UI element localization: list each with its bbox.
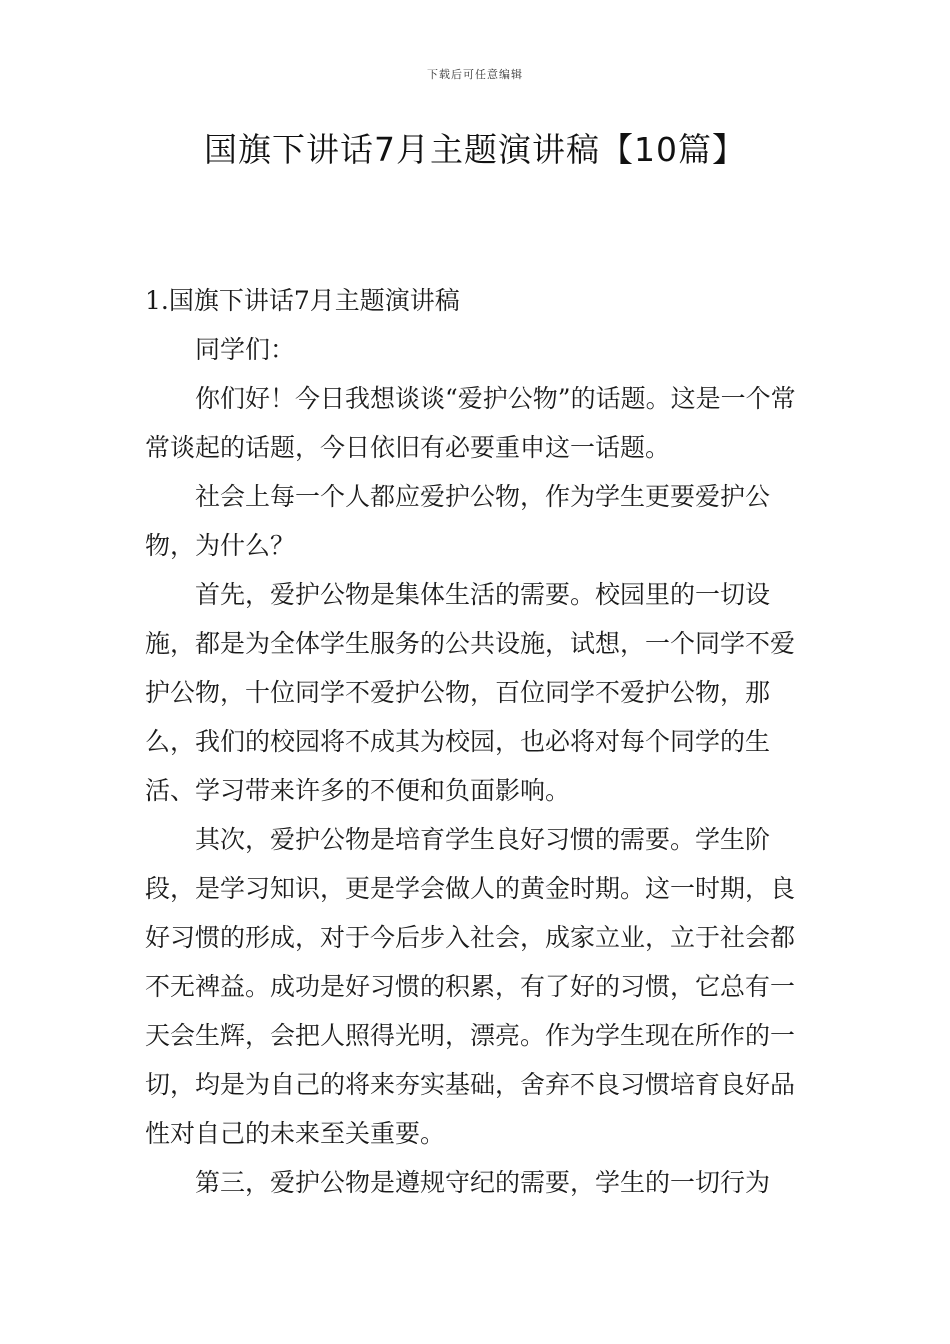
paragraph-third-point: 第三，爱护公物是遵规守纪的需要，学生的一切行为 [195, 1168, 771, 1197]
paragraph-greeting: 你们好！今日我想谈谈“爱护公物”的话题。这是一个常常谈起的话题，今日依旧有必要重申这一话题。 [145, 384, 796, 462]
header-note: 下载后可任意编辑 [427, 68, 523, 81]
paragraph-second-point: 其次，爱护公物是培育学生良好习惯的需要。学生阶段，是学习知识，更是学会做人的黄金时期。这一时期，良好习惯的形成，对于今后步入社会，成家立业，立于社会都不无裨益。成功是好习惯的积累，有了好的习惯，它总有一天会生辉，会把人照得光明，漂亮。作为学生现在所作的一切，均是为自己的将来夯实基础，舍弃不良习惯培育良好品性对自己的未来至关重要。 [145, 825, 796, 1148]
paragraph-question: 社会上每一个人都应爱护公物，作为学生更要爱护公物，为什么？ [145, 482, 771, 560]
paragraph-salutation: 同学们： [195, 335, 296, 364]
section-heading: 1.国旗下讲话7月主题演讲稿 [145, 286, 460, 315]
document-title: 国旗下讲话7月主题演讲稿【10篇】 [204, 130, 746, 169]
paragraph-first-point: 首先，爱护公物是集体生活的需要。校园里的一切设施，都是为全体学生服务的公共设施，试想，一个同学不爱护公物，十位同学不爱护公物，百位同学不爱护公物，那么，我们的校园将不成其为校园，也必将对每个同学的生活、学习带来许多的不便和负面影响。 [145, 580, 796, 805]
document-body [145, 276, 810, 1207]
